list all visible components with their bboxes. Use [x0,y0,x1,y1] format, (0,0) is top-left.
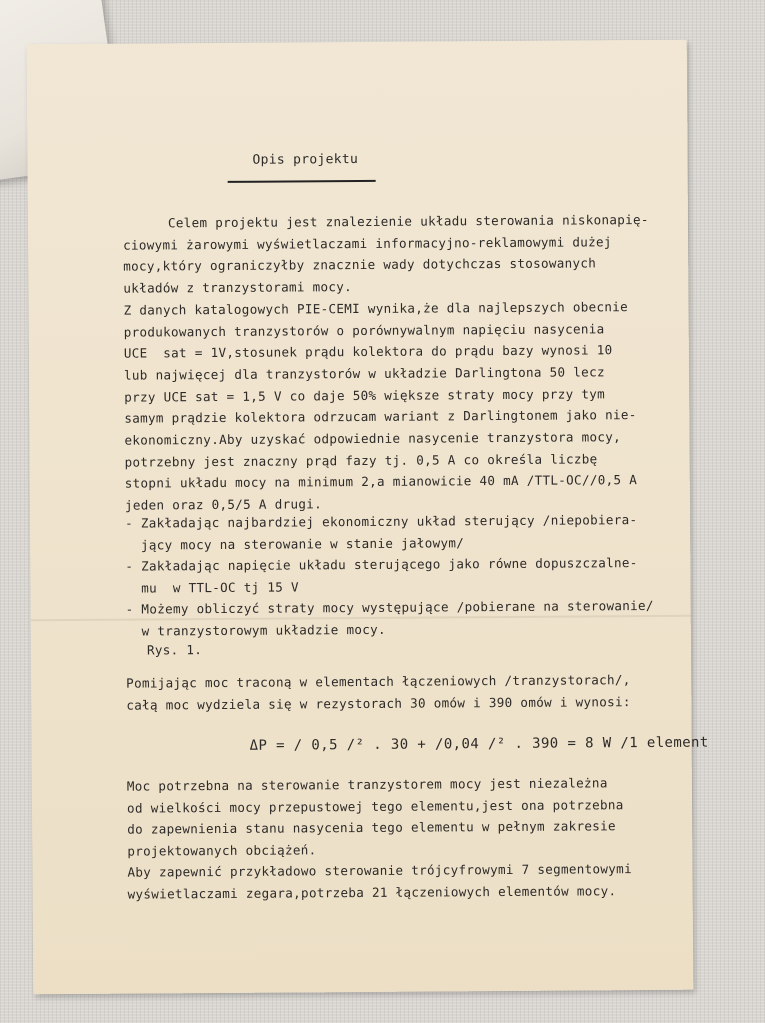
text-line: Celem projektu jest znalezienie układu sterowania niskonapię- [167,211,649,231]
title-underline [228,180,376,183]
bullet-line: - Możemy obliczyć straty mocy występujące /pobierane na sterowanie/ [125,597,654,617]
text-line: ciowymi żarowymi wyświetlaczami informacyjno-reklamowymi dużej [123,233,612,253]
text-line: układów z tranzystorami mocy. [123,279,353,296]
text-line: wyświetlaczami zegara,potrzeba 21 łączeniowych elementów mocy. [127,882,617,902]
text-line: mocy,który ograniczyłby znacznie wady dotychczas stosowanych [123,255,597,275]
bullet-line: w tranzystorowym układzie mocy. [125,621,386,639]
text-line: projektowanych obciążeń. [127,841,317,859]
text-line: Z danych katalogowych PIE-CEMI wynika,że dla najlepszych obecnie [123,298,629,318]
bullet-line: mu w TTL-OC tj 15 V [125,578,299,596]
text-line: ekonomiczny.Aby uzyskać odpowiednie nasycenie tranzystora mocy, [124,429,622,448]
text-line: Pomijając moc traconą w elementach łączeniowych /tranzystorach/, [126,672,631,691]
text-line: jeden oraz 0,5/5 A drugi. [124,496,323,513]
text-line: przy UCE sat = 1,5 V co daje 50% większe straty mocy przy tym [124,385,606,405]
bullet-line: - Zakładając najbardziej ekonomiczny układ sterujący /niepobiera- [124,512,638,531]
text-line: całą moc wydziela się w rezystorach 30 omów i 390 omów i wynosi: [126,693,631,713]
text-line: do zapewnienia stanu nasycenia tego elementu w pełnym zakresie [127,818,616,837]
power-formula: ΔP = / 0,5 /² . 30 + /0,04 /² . 390 = 8 W /1 element [249,734,709,754]
page-title: Opis projektu [252,152,359,168]
text-line: lub najwięcej dla tranzystorów w układzie Darlingtona 50 lecz [123,364,605,383]
figure-reference: Rys. 1. [146,642,203,658]
text-line: Moc potrzebna na sterowanie tranzystorem mocy jest niezależna [126,775,608,794]
bullet-line: - Zakładając napięcie układu sterującego jako równe dopuszczalne- [125,555,638,574]
text-line: potrzebny jest znaczny prąd fazy tj. 0,5 A co określa liczbę [124,451,598,470]
typewritten-page [27,40,709,995]
text-line: Aby zapewnić przykładowo sterowanie trójcyfrowymi 7 segmentowymi [127,861,632,880]
text-line: samym prądzie kolektora odrzucam wariant z Darlingtonem jako nie- [124,407,637,426]
text-line: UCE sat = 1V,stosunek prądu kolektora do prądu bazy wynosi 10 [123,342,613,361]
text-line: produkowanych tranzystorów o porównywalnym napięciu nasycenia [123,320,605,340]
bullet-line: jący mocy na sterowanie w stanie jałowym/ [125,534,465,553]
text-line: od wielkości mocy przepustowej tego elementu,jest ona potrzebna [126,796,624,816]
text-line: stopni układu mocy na minimum 2,a mianowicie 40 mA /TTL-OC//0,5 A [124,472,638,492]
